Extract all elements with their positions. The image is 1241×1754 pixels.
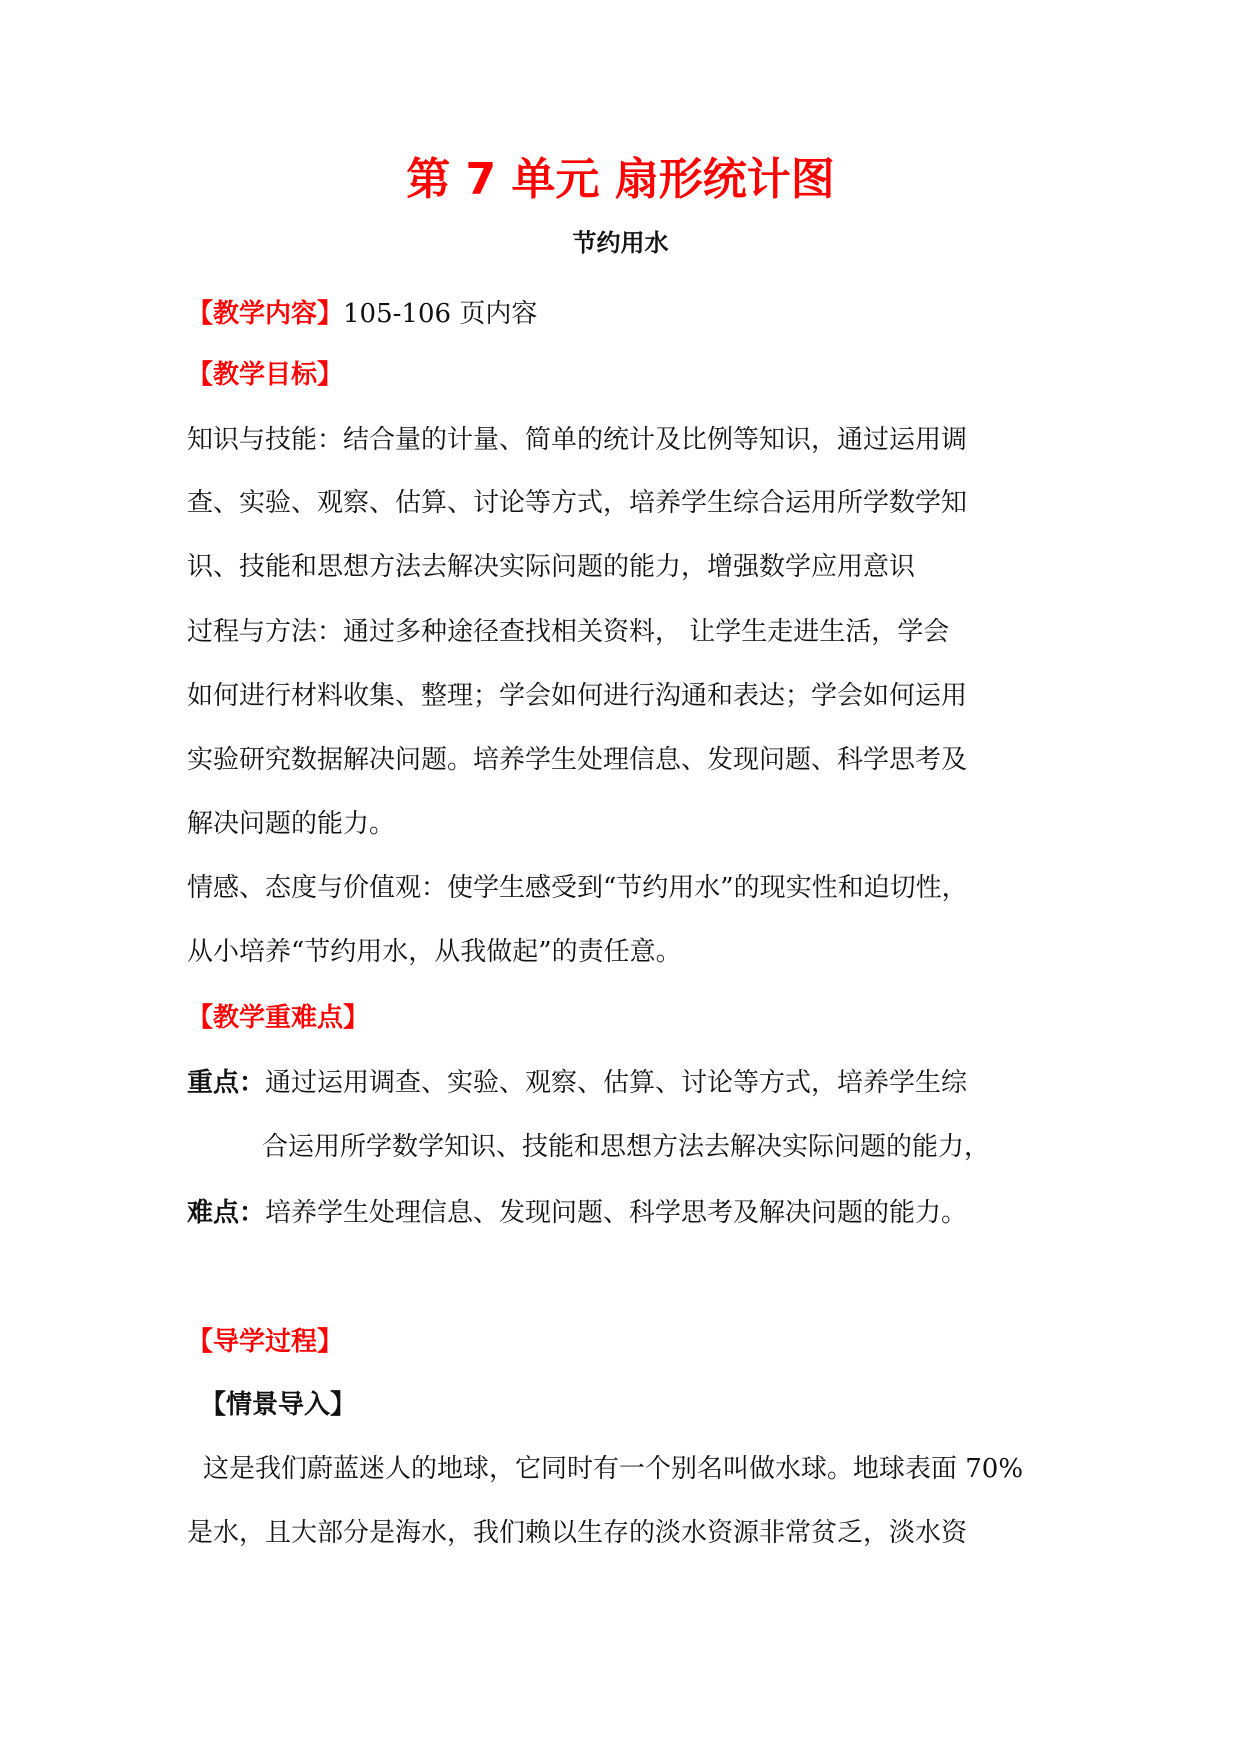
difficulty-label: 难点：	[187, 1198, 266, 1228]
process-heading: 【导学过程】	[187, 1327, 344, 1357]
content-text: 105-106 页内容	[343, 299, 538, 329]
focus-continuation: 合运用所学数学知识、技能和思想方法去解决实际问题的能力，	[262, 1132, 991, 1162]
objectives-line: 从小培养“节约用水，从我做起”的责任意。	[187, 937, 682, 967]
objectives-line: 如何进行材料收集、整理；学会如何进行沟通和表达；学会如何运用	[187, 681, 968, 711]
focus-row	[187, 1063, 967, 1103]
objectives-line: 解决问题的能力。	[187, 809, 396, 839]
page-subtitle: 节约用水	[572, 229, 669, 257]
difficulty-row	[187, 1193, 967, 1233]
objectives-line: 查、实验、观察、估算、讨论等方式，培养学生综合运用所学数学知	[187, 488, 968, 518]
key-points-heading: 【教学重难点】	[187, 1003, 370, 1033]
page-title: 第 7 单元 扇形统计图	[406, 154, 835, 205]
objectives-line: 情感、态度与价值观：使学生感受到“节约用水”的现实性和迫切性，	[187, 873, 968, 903]
paragraph-line: 这是我们蔚蓝迷人的地球，它同时有一个别名叫做水球。地球表面 70%	[203, 1454, 1024, 1484]
objectives-line: 过程与方法：通过多种途径查找相关资料， 让学生走进生活，学会	[187, 617, 950, 647]
scene-intro-heading: 【情景导入】	[200, 1390, 357, 1420]
content-row	[187, 294, 537, 334]
paragraph-line: 是水，且大部分是海水，我们赖以生存的淡水资源非常贫乏，淡水资	[187, 1518, 968, 1548]
content-heading: 【教学内容】	[187, 299, 344, 329]
focus-label: 重点：	[187, 1068, 266, 1098]
objectives-line: 知识与技能：结合量的计量、简单的统计及比例等知识，通过运用调	[187, 425, 968, 455]
objectives-line: 识、技能和思想方法去解决实际问题的能力，增强数学应用意识	[187, 552, 916, 582]
focus-text: 通过运用调查、实验、观察、估算、讨论等方式，培养学生综	[265, 1068, 968, 1098]
objectives-line: 实验研究数据解决问题。培养学生处理信息、发现问题、科学思考及	[187, 745, 968, 775]
difficulty-text: 培养学生处理信息、发现问题、科学思考及解决问题的能力。	[265, 1198, 968, 1228]
objectives-heading: 【教学目标】	[187, 360, 344, 390]
